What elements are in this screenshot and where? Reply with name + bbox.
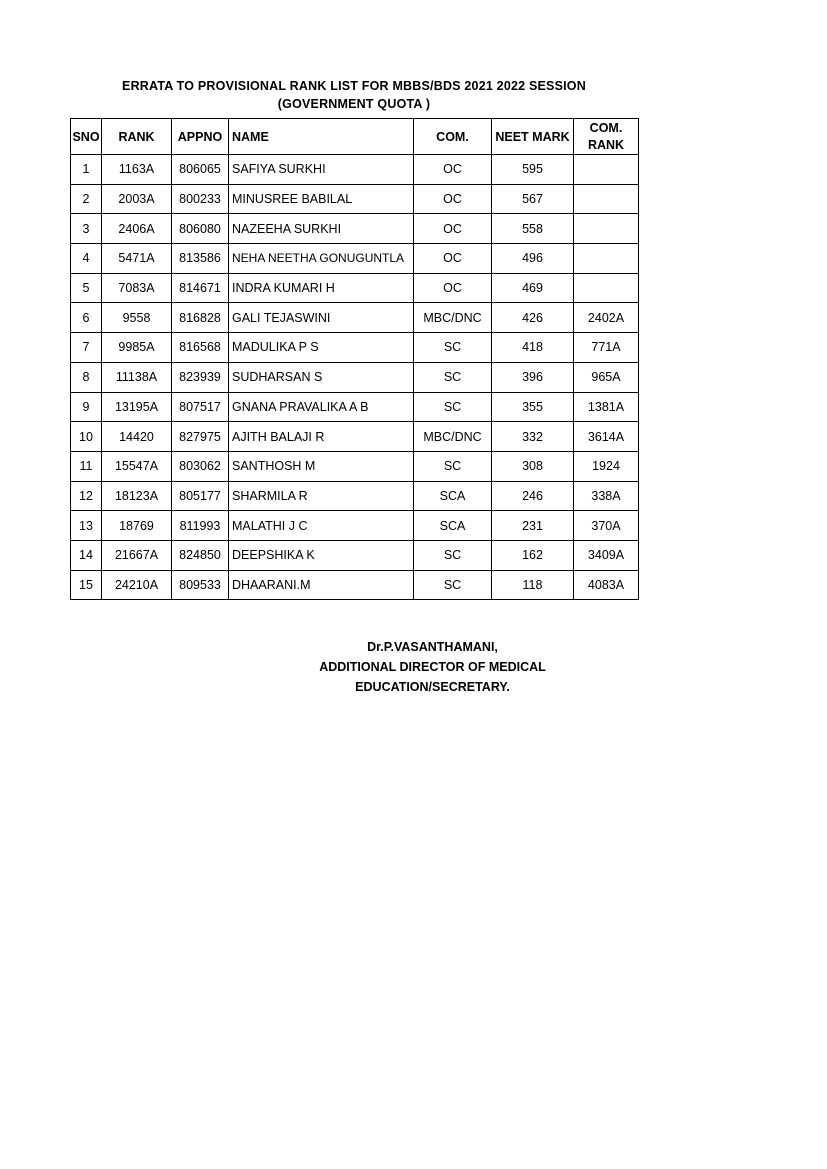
cell-community: SCA: [414, 481, 492, 511]
cell-community-rank: 1924: [574, 451, 639, 481]
cell-community: OC: [414, 214, 492, 244]
cell-name: GALI TEJASWINI: [229, 303, 414, 333]
cell-name: MALATHI J C: [229, 511, 414, 541]
cell-appno: 807517: [172, 392, 229, 422]
cell-neet-mark: 496: [492, 244, 574, 274]
cell-rank: 11138A: [102, 362, 172, 392]
cell-sno: 5: [71, 273, 102, 303]
table-row: [71, 540, 639, 570]
cell-neet-mark: 418: [492, 333, 574, 363]
cell-sno: 13: [71, 511, 102, 541]
cell-neet-mark: 469: [492, 273, 574, 303]
cell-name: DHAARANI.M: [229, 570, 414, 600]
cell-community-rank: 1381A: [574, 392, 639, 422]
document-subtitle: (GOVERNMENT QUOTA ): [277, 97, 431, 111]
cell-neet-mark: 162: [492, 540, 574, 570]
cell-community: OC: [414, 273, 492, 303]
cell-appno: 823939: [172, 362, 229, 392]
table-row: [71, 570, 639, 600]
table-row: [71, 451, 639, 481]
cell-community: MBC/DNC: [414, 303, 492, 333]
table-row: [71, 244, 639, 274]
cell-neet-mark: 558: [492, 214, 574, 244]
cell-community: MBC/DNC: [414, 422, 492, 452]
cell-appno: 806080: [172, 214, 229, 244]
cell-appno: 811993: [172, 511, 229, 541]
cell-rank: 13195A: [102, 392, 172, 422]
col-header-com: COM.: [414, 119, 492, 155]
cell-name: NAZEEHA SURKHI: [229, 214, 414, 244]
cell-appno: 816828: [172, 303, 229, 333]
cell-name: INDRA KUMARI H: [229, 273, 414, 303]
cell-rank: 15547A: [102, 451, 172, 481]
cell-appno: 813586: [172, 244, 229, 274]
cell-community: SC: [414, 570, 492, 600]
cell-rank: 24210A: [102, 570, 172, 600]
table-row: [71, 392, 639, 422]
cell-name: AJITH BALAJI R: [229, 422, 414, 452]
cell-sno: 15: [71, 570, 102, 600]
cell-name: SHARMILA R: [229, 481, 414, 511]
cell-community: SC: [414, 451, 492, 481]
cell-rank: 21667A: [102, 540, 172, 570]
cell-sno: 7: [71, 333, 102, 363]
cell-community-rank: 965A: [574, 362, 639, 392]
table-row: [71, 303, 639, 333]
cell-rank: 1163A: [102, 155, 172, 185]
cell-community-rank: 338A: [574, 481, 639, 511]
cell-neet-mark: 246: [492, 481, 574, 511]
cell-appno: 803062: [172, 451, 229, 481]
table-header-row: [71, 119, 639, 155]
cell-community-rank: 3614A: [574, 422, 639, 452]
cell-name: DEEPSHIKA K: [229, 540, 414, 570]
cell-name: SUDHARSAN S: [229, 362, 414, 392]
cell-neet-mark: 396: [492, 362, 574, 392]
cell-community: SC: [414, 540, 492, 570]
cell-rank: 9558: [102, 303, 172, 333]
cell-rank: 18123A: [102, 481, 172, 511]
cell-appno: 805177: [172, 481, 229, 511]
cell-community-rank: 2402A: [574, 303, 639, 333]
cell-appno: 827975: [172, 422, 229, 452]
rank-table: [70, 118, 639, 600]
table-row: [71, 362, 639, 392]
col-header-com-rank: COM. RANK: [574, 119, 639, 155]
cell-sno: 8: [71, 362, 102, 392]
cell-neet-mark: 567: [492, 184, 574, 214]
cell-appno: 824850: [172, 540, 229, 570]
col-header-rank: RANK: [102, 119, 172, 155]
cell-appno: 806065: [172, 155, 229, 185]
cell-community: OC: [414, 244, 492, 274]
cell-community-rank: [574, 273, 639, 303]
cell-neet-mark: 308: [492, 451, 574, 481]
cell-community-rank: 370A: [574, 511, 639, 541]
cell-neet-mark: 118: [492, 570, 574, 600]
cell-rank: 9985A: [102, 333, 172, 363]
cell-neet-mark: 332: [492, 422, 574, 452]
cell-name: GNANA PRAVALIKA A B: [229, 392, 414, 422]
table-row: [71, 155, 639, 185]
cell-neet-mark: 595: [492, 155, 574, 185]
col-header-name: NAME: [229, 119, 414, 155]
signatory-designation-line2: EDUCATION/SECRETARY.: [355, 680, 510, 694]
cell-sno: 9: [71, 392, 102, 422]
cell-community: OC: [414, 184, 492, 214]
cell-community: SCA: [414, 511, 492, 541]
cell-rank: 7083A: [102, 273, 172, 303]
cell-name: SAFIYA SURKHI: [229, 155, 414, 185]
cell-community-rank: 771A: [574, 333, 639, 363]
table-row: [71, 214, 639, 244]
cell-name: SANTHOSH M: [229, 451, 414, 481]
table-row: [71, 333, 639, 363]
cell-rank: 2003A: [102, 184, 172, 214]
cell-sno: 10: [71, 422, 102, 452]
cell-sno: 14: [71, 540, 102, 570]
cell-community: SC: [414, 362, 492, 392]
cell-name: MADULIKA P S: [229, 333, 414, 363]
cell-sno: 6: [71, 303, 102, 333]
cell-sno: 1: [71, 155, 102, 185]
cell-community-rank: [574, 214, 639, 244]
cell-sno: 3: [71, 214, 102, 244]
cell-neet-mark: 426: [492, 303, 574, 333]
cell-neet-mark: 355: [492, 392, 574, 422]
cell-rank: 14420: [102, 422, 172, 452]
cell-name: MINUSREE BABILAL: [229, 184, 414, 214]
cell-rank: 5471A: [102, 244, 172, 274]
cell-rank: 2406A: [102, 214, 172, 244]
table-row: [71, 184, 639, 214]
cell-sno: 4: [71, 244, 102, 274]
cell-community-rank: [574, 244, 639, 274]
col-header-sno: SNO: [71, 119, 102, 155]
cell-neet-mark: 231: [492, 511, 574, 541]
signatory-name: Dr.P.VASANTHAMANI,: [367, 640, 498, 654]
cell-sno: 2: [71, 184, 102, 214]
cell-appno: 800233: [172, 184, 229, 214]
table-row: [71, 273, 639, 303]
signatory-designation-line1: ADDITIONAL DIRECTOR OF MEDICAL: [319, 660, 546, 674]
cell-community: OC: [414, 155, 492, 185]
col-header-neet-mark: NEET MARK: [492, 119, 574, 155]
cell-community-rank: [574, 155, 639, 185]
cell-appno: 814671: [172, 273, 229, 303]
cell-rank: 18769: [102, 511, 172, 541]
col-header-appno: APPNO: [172, 119, 229, 155]
cell-community: SC: [414, 392, 492, 422]
cell-community-rank: [574, 184, 639, 214]
table-row: [71, 481, 639, 511]
table-row: [71, 511, 639, 541]
cell-community-rank: 4083A: [574, 570, 639, 600]
table-row: [71, 422, 639, 452]
cell-sno: 11: [71, 451, 102, 481]
cell-community-rank: 3409A: [574, 540, 639, 570]
cell-sno: 12: [71, 481, 102, 511]
cell-appno: 816568: [172, 333, 229, 363]
cell-name: NEHA NEETHA GONUGUNTLA: [229, 244, 414, 274]
cell-appno: 809533: [172, 570, 229, 600]
document-title: ERRATA TO PROVISIONAL RANK LIST FOR MBBS/BDS 2021 2022 SESSION: [122, 79, 586, 93]
cell-community: SC: [414, 333, 492, 363]
